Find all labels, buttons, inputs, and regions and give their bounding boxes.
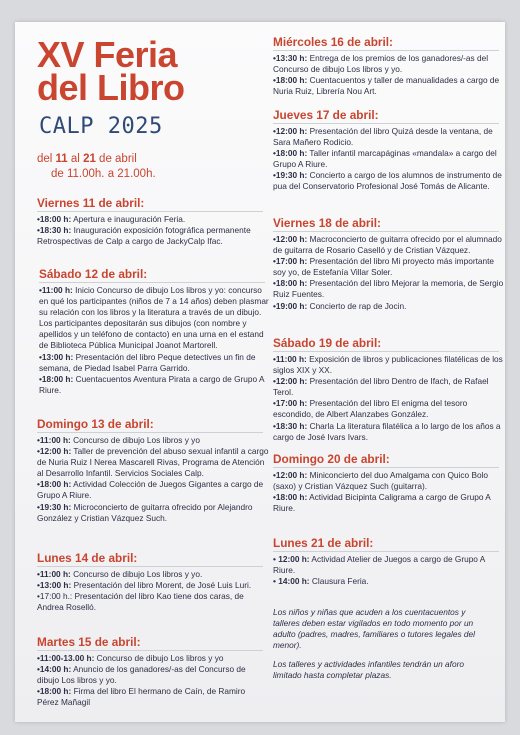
event-text: •17:00 h.: Presentación del libro Kao tiene dos caras, de Andrea Roselló. (37, 591, 244, 613)
event-time: •18:30 h: (37, 225, 72, 236)
event-text: Presentación del libro Mejorar la memoria, de Sergio Ruiz Fuentes. (273, 278, 504, 300)
day-block-sabado-12 (39, 267, 271, 396)
event-time: •13:00 h: (37, 580, 72, 591)
day-title: Sábado 12 de abril: (39, 267, 148, 281)
day-title: Lunes 21 de abril: (273, 536, 374, 550)
dates-end-day: 21 (83, 153, 96, 165)
event-item (273, 470, 505, 492)
event-time: •18:30 h: (273, 420, 308, 431)
event-item (273, 376, 505, 398)
event-text: Presentación del libro Mi proyecto más importante soy yo, de Estefanía Villar Soler. (273, 256, 495, 278)
title-line-2: del Libro (37, 67, 185, 108)
day-block-domingo-13 (37, 417, 269, 524)
event-time: •14:00 h: (37, 664, 72, 675)
day-title: Domingo 20 de abril: (273, 452, 390, 466)
event-text: Taller de prevención del abuso sexual infantil a cargo de Nuria Ruiz I Nerea Mascarell Rivas, Programa de Atención al Desarrollo Infantil. Servicios Sociales Calp. (37, 446, 269, 479)
day-block-domingo-20 (273, 452, 505, 514)
event-time: • 14:00 h: (273, 576, 310, 587)
event-text: Concierto de rap de Jocin. (307, 300, 407, 311)
event-item (273, 126, 505, 148)
event-time: •12:00 h: (273, 126, 308, 136)
capacity-note: Los talleres y actividades infantiles tendrán un aforo limitado hasta completar plazas. (273, 659, 464, 681)
event-item (37, 225, 269, 247)
event-time: •18:00 h: (39, 373, 74, 384)
poster-subtitle: CALP 2025 (39, 114, 163, 139)
day-divider (273, 123, 499, 124)
event-time: •12:00 h: (273, 234, 308, 244)
event-text: Exposición de libros y publicaciones filatélicas de los siglos XIX y XX. (273, 354, 503, 376)
event-time: •13:00 h: (39, 351, 74, 362)
event-time: •18:00 h: (273, 148, 308, 159)
event-item (273, 75, 505, 97)
event-text: Clausura Feria. (309, 576, 369, 587)
event-text: Microconcierto de guitarra ofrecido por Alejandro González y Cristian Vázquez Such. (37, 501, 253, 523)
event-text: Entrega de los premios de los ganadores/-as del Concurso de dibujo Los libros y yo. (273, 53, 489, 75)
event-time: •17:00 h: (273, 398, 308, 409)
event-time: •11:00 h: (37, 569, 71, 579)
event-text: Presentación del libro Dentro de Ifach, de Rafael Terol. (273, 376, 489, 398)
event-item (37, 435, 269, 446)
event-text: Miniconcierto del duo Amalgama con Quico Bolo (saxo) y Cristian Vázquez Such (guitarra). (273, 470, 489, 492)
day-block-viernes-18 (273, 216, 505, 312)
event-text: Anuncio de los ganadores/-as del Concurso de dibujo Los libros y yo. (37, 664, 246, 686)
event-item (37, 214, 269, 225)
event-item (273, 354, 505, 376)
event-text: Actividad Colección de Juegos Gigantes a cargo de Grupo A Riure. (37, 479, 264, 501)
event-item (273, 554, 505, 576)
event-item (273, 53, 505, 75)
event-item (37, 502, 269, 524)
dates-suffix: de abril (95, 153, 137, 165)
event-item (273, 278, 505, 300)
poster-title (37, 34, 185, 108)
day-title: Viernes 18 de abril: (273, 216, 381, 230)
dates-start-day: 11 (55, 153, 68, 165)
event-time: •12:00 h: (273, 376, 308, 387)
event-time: •11:00 h: (39, 285, 73, 295)
event-item (37, 446, 269, 479)
event-text: Presentación del libro Morent, de José Luis Luri. (71, 580, 252, 591)
title-line-1: XV Feria (37, 34, 178, 75)
dates-middle: al (67, 153, 84, 165)
event-time: •13:30 h: (273, 53, 308, 63)
day-title: Martes 15 de abril: (37, 635, 141, 649)
event-item (39, 352, 271, 374)
event-text: Concierto a cargo de los alumnos de instrumento de pua del Conservatorio Profesional José Tomás de Alicante. (273, 170, 502, 192)
day-divider (273, 351, 499, 352)
day-block-martes-15 (37, 635, 269, 708)
event-text: Cuentacuentos Aventura Pirata a cargo de Grupo A Riure. (39, 373, 265, 395)
day-title: Jueves 17 de abril: (273, 108, 379, 122)
event-time: •18:00 h: (273, 278, 308, 289)
day-divider (273, 231, 499, 232)
event-text: Cuentacuentos y taller de manualidades a cargo de Nuria Ruiz, Librería Nou Art. (273, 75, 500, 97)
event-text: Concurso de dibujo Los libros y yo (94, 653, 224, 663)
event-text: Firma del libro El hermano de Caín, de Ramiro Pérez Mañagil (37, 686, 246, 708)
event-item (37, 580, 269, 591)
supervision-note: Los niños y niñas que acuden a los cuentacuentos y talleres deben estar vigilados en todo momento por un adulto (padres, madres, familiares o tutores legales del menor). (273, 607, 475, 651)
day-title: Lunes 14 de abril: (37, 551, 138, 565)
event-time: •18:00 h: (37, 214, 72, 224)
event-time: •18:00 h: (273, 75, 308, 86)
day-divider (39, 282, 265, 283)
opening-hours: de 11.00h. a 21.00h. (51, 168, 156, 180)
event-time: •17:00 h: (273, 256, 308, 267)
day-divider (273, 551, 499, 552)
day-block-jueves-17 (273, 108, 505, 193)
day-title: Viernes 11 de abril: (37, 196, 145, 210)
event-item (37, 686, 269, 708)
event-time: •19:00 h: (273, 300, 308, 311)
event-item (273, 398, 505, 420)
event-item (37, 569, 269, 580)
day-divider (273, 467, 499, 468)
event-text: Actividad Bicipinta Caligrama a cargo de Grupo A Riure. (273, 492, 491, 514)
event-time: •11:00-13.00 h: (37, 653, 95, 663)
day-divider (37, 650, 263, 651)
event-text: Taller infantil marcapáginas «mandala» a cargo del Grupo A Riure. (273, 148, 497, 170)
day-divider (37, 566, 263, 567)
day-block-miercoles-16 (273, 35, 505, 97)
event-text: Concurso de dibujo Los libros y yo (70, 435, 200, 445)
day-title: Sábado 19 de abril: (273, 336, 382, 350)
event-time: •12:00 h: (37, 446, 72, 457)
event-text: Concurso de dibujo Los libros y yo. (70, 569, 203, 579)
event-item (273, 421, 505, 443)
event-time: •19:30 h: (37, 501, 72, 512)
day-divider (37, 211, 263, 212)
event-time: •18:00 h: (37, 686, 72, 697)
event-item (273, 170, 505, 192)
date-range (37, 151, 137, 167)
event-time: •12:00 h: (273, 470, 308, 480)
dates-prefix: del (37, 153, 56, 165)
event-time: •11:00 h: (273, 354, 307, 364)
event-time: •11:00 h: (37, 435, 71, 445)
event-item (39, 374, 271, 396)
day-block-viernes-11 (37, 196, 269, 247)
event-time: •18:00 h: (37, 479, 72, 490)
event-text: Presentación del libro El enigma del tesoro escondido, de Albert Alanzabes González. (273, 398, 468, 420)
day-title: Domingo 13 de abril: (37, 417, 154, 431)
event-item (37, 653, 269, 664)
event-text: Presentación del libro Quizá desde la ventana, de Sara Mañero Rodicio. (273, 126, 493, 148)
day-block-sabado-19 (273, 336, 505, 443)
event-item (273, 492, 505, 514)
event-text: Charla La literatura filatélica a lo largo de los años a cargo de José Ivars Ivars. (273, 420, 501, 442)
day-divider (37, 432, 263, 433)
event-item (37, 591, 269, 613)
event-text: Inicio Concurso de dibujo Los libros y yo: concurso en qué los participantes (niños de 7 a 14 años) deben plasmar su relación con los libros y la literatura a través de un dibujo. Los participantes depositarán sus dibujos (con nombre y apellidos y un teléfono de contacto) en una urna en el estand de Biblioteca Pública Municipal Joanot Martorell. (39, 285, 269, 351)
event-item (39, 285, 271, 352)
event-poster (15, 22, 505, 722)
event-item (273, 234, 505, 256)
event-item (37, 664, 269, 686)
event-text: Actividad Atelier de Juegos a cargo de Grupo A Riure. (273, 554, 485, 576)
day-divider (273, 50, 499, 51)
event-item (273, 256, 505, 278)
event-item (273, 576, 505, 587)
event-time: • 12:00 h: (273, 554, 310, 564)
event-text: Macroconcierto de guitarra ofrecido por el alumnado de guitarra de Rosario Caselló y de Cristian Vázquez. (273, 234, 502, 256)
event-text: Inauguración exposición fotográfica permanente Retrospectivas de Calp a cargo de JackyCalp Ifac. (37, 225, 251, 247)
event-item (273, 148, 505, 170)
day-block-lunes-14 (37, 551, 269, 613)
event-text: Presentación del libro Peque detectives un fin de semana, de Piedad Isabel Parra Garrido. (39, 351, 256, 373)
event-item (273, 301, 505, 312)
event-time: •18:00 h: (273, 492, 308, 503)
event-item (37, 479, 269, 501)
event-time: •19:30 h: (273, 170, 308, 181)
event-text: Apertura e inauguración Feria. (71, 214, 186, 224)
day-title: Miércoles 16 de abril: (273, 35, 393, 49)
day-block-lunes-21 (273, 536, 505, 587)
